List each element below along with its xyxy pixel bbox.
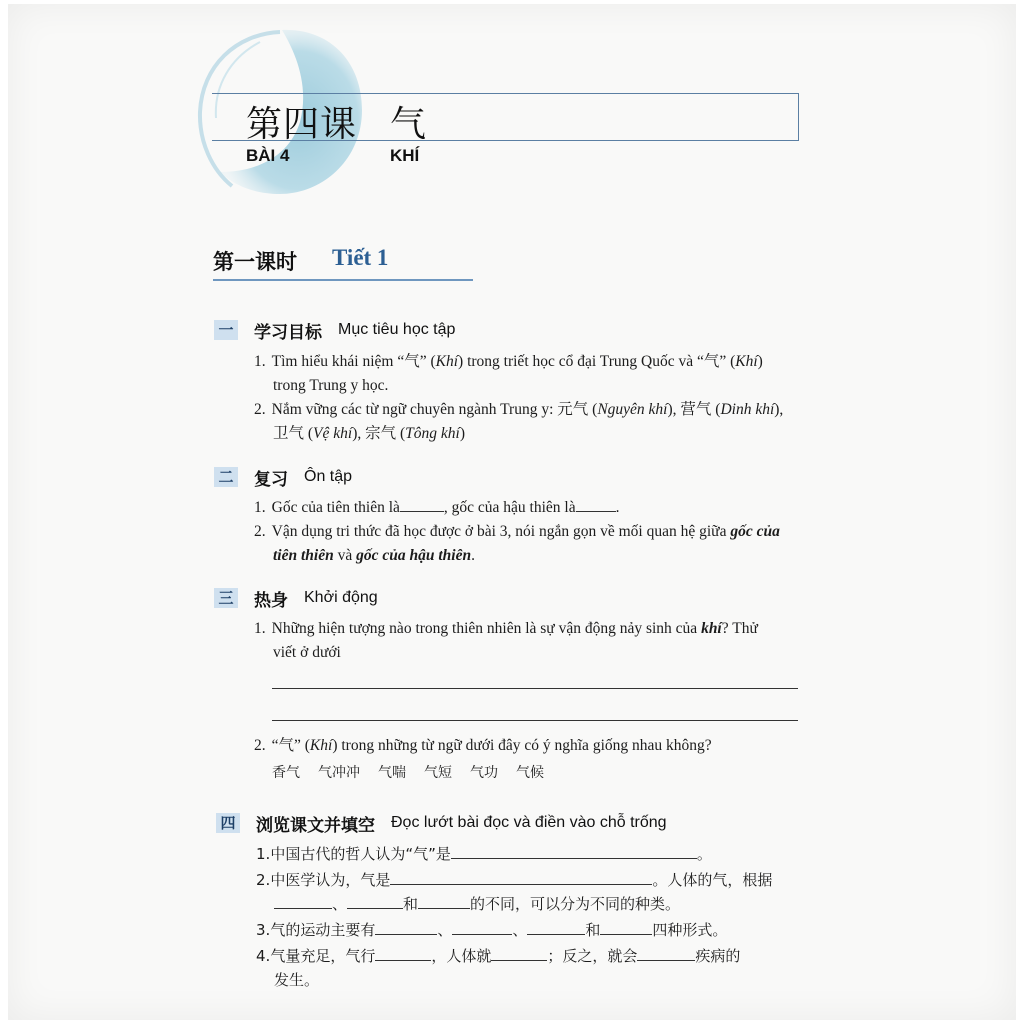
- list-item: 2. “气” (Khí) trong những từ ngữ dưới đây có ý nghĩa giống nhau không?: [254, 737, 712, 754]
- fill-blank[interactable]: [390, 883, 652, 885]
- list-item: 1. Gốc của tiên thiên là , gốc của hậu thiên là .: [254, 499, 620, 516]
- fill-blank[interactable]: [637, 959, 695, 961]
- period-title-cn: 第一课时: [213, 250, 297, 274]
- fill-blank[interactable]: [452, 933, 512, 935]
- list-item: 1.中国古代的哲人认为“气”是 。: [256, 845, 712, 863]
- section-heading: [216, 810, 667, 836]
- section-title-vn: Khởi động: [304, 589, 378, 606]
- lesson-word-vn: KHÍ: [390, 146, 420, 165]
- word: 气喘: [378, 765, 406, 781]
- fill-blank[interactable]: [527, 933, 585, 935]
- lesson-title-cn: 第四课: [246, 104, 358, 145]
- section-badge: 一: [214, 320, 238, 340]
- section-heading: [214, 317, 455, 343]
- list-item: 1. Tìm hiểu khái niệm “气” (Khí) trong triết học cổ đại Trung Quốc và “气” (Khí) trong Trung y học.: [254, 353, 763, 394]
- word: 气功: [470, 765, 498, 781]
- fill-blank[interactable]: [491, 959, 547, 961]
- section-title-cn: 复习: [254, 469, 288, 490]
- section-heading: [214, 585, 378, 611]
- section-title-vn: Mục tiêu học tập: [338, 321, 456, 338]
- word: 气候: [516, 765, 544, 781]
- section-title-vn: Đọc lướt bài đọc và điền vào chỗ trống: [391, 814, 667, 831]
- list-item: 2. Vận dụng tri thức đã học được ở bài 3, nói ngắn gọn về mối quan hệ giữa gốc của tiên thiên và gốc của hậu thiên.: [254, 523, 780, 564]
- fill-blank[interactable]: [274, 907, 332, 909]
- section-title-vn: Ôn tập: [304, 468, 353, 485]
- fill-blank[interactable]: [418, 907, 470, 909]
- section-title-cn: 浏览课文并填空: [256, 815, 375, 836]
- list-item: 2.中医学认为，气是 。人体的气，根据 、 和 的不同，可以分为不同的种类。: [256, 871, 773, 913]
- word: 气短: [424, 765, 452, 781]
- answer-line[interactable]: [272, 688, 798, 689]
- period-underline: [213, 279, 473, 281]
- word: 香气: [272, 765, 300, 781]
- list-item: 1. Những hiện tượng nào trong thiên nhiên là sự vận động nảy sinh của khí? Thử viết ở dưới: [254, 620, 758, 661]
- fill-blank[interactable]: [400, 510, 444, 512]
- list-item: 2. Nắm vững các từ ngữ chuyên ngành Trung y: 元气 (Nguyên khí), 营气 (Dinh khí), 卫气 (Vệ khí), 宗气 (Tông khí): [254, 401, 784, 442]
- section-badge: 四: [216, 813, 240, 833]
- fill-blank[interactable]: [375, 933, 437, 935]
- section-heading: [214, 464, 352, 490]
- answer-line[interactable]: [272, 720, 798, 721]
- section-title-cn: 热身: [254, 590, 288, 611]
- section-badge: 三: [214, 588, 238, 608]
- list-item: 4.气量充足，气行 ，人体就 ；反之，就会 疾病的 发生。: [256, 947, 741, 989]
- section-title-cn: 学习目标: [254, 322, 322, 343]
- fill-blank[interactable]: [600, 933, 652, 935]
- fill-blank[interactable]: [347, 907, 403, 909]
- word: 气冲冲: [318, 765, 360, 781]
- word-list: [272, 762, 544, 782]
- fill-blank[interactable]: [451, 857, 697, 859]
- fill-blank[interactable]: [375, 959, 431, 961]
- period-title-vn: Tiết 1: [332, 245, 389, 270]
- section-badge: 二: [214, 467, 238, 487]
- fill-blank[interactable]: [576, 510, 616, 512]
- lesson-label-vn: BÀI 4: [246, 146, 290, 165]
- list-item: 3.气的运动主要有 、 、 和 四种形式。: [256, 921, 728, 939]
- lesson-word-cn: 气: [390, 104, 427, 145]
